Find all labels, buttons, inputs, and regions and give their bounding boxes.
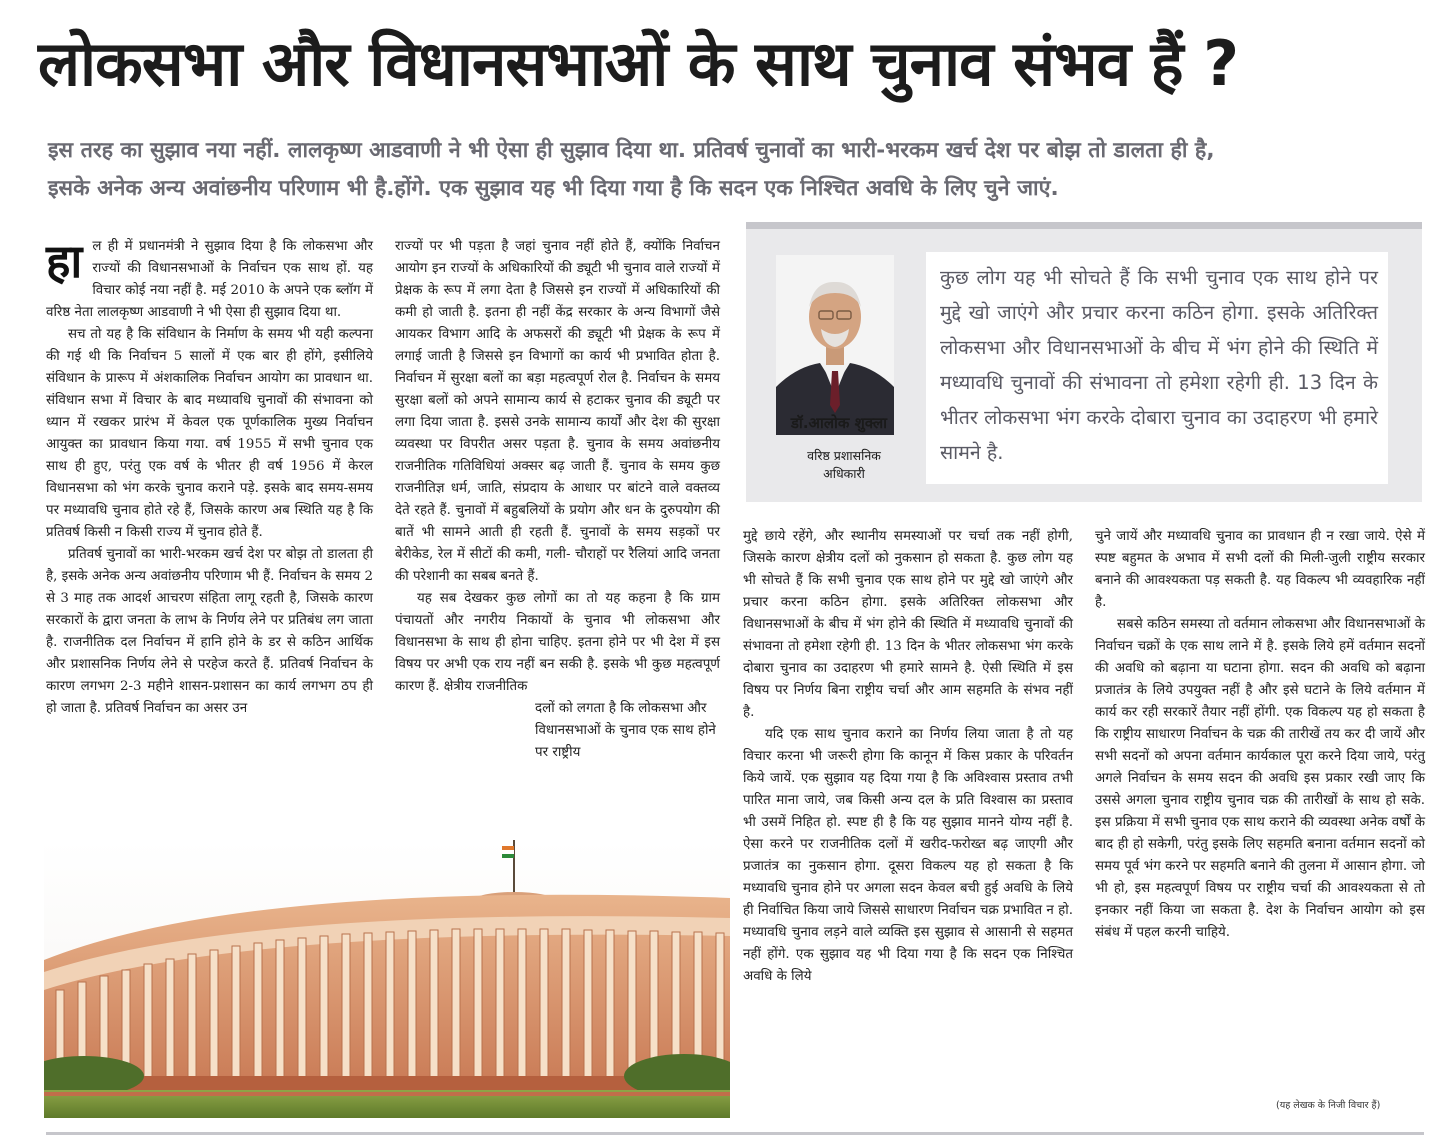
article-column-4	[1095, 526, 1425, 944]
paragraph: ल ही में प्रधानमंत्री ने सुझाव दिया है कि लोकसभा और राज्यों की विधानसभाओं के निर्वाचन एक साथ हों. यह विचार कोई नया नहीं है. मई 2010 के अपने एक ब्लॉग में वरिष्ठ नेता लालकृष्ण आडवाणी ने भी ऐसा ही सुझाव दिया था.	[46, 239, 373, 320]
paragraph: मुद्दे छाये रहेंगे, और स्थानीय समस्याओं पर चर्चा तक नहीं होगी, जिसके कारण क्षेत्रीय दलों को नुकसान हो सकता है. कुछ लोग यह भी सोचते हैं कि सभी चुनाव एक साथ होने पर मुद्दे खो जाएंगे और प्रचार करना कठिन होगा. इसके अतिरिक्त लोकसभा और विधानसभाओं के बीच में भंग होने की स्थिति में मध्यावधि चुनावों की संभावना तो हमेशा रहेगी ही. 13 दिन के भीतर लोकसभा भंग करके दोबारा चुनाव का उदाहरण भी हमारे सामने है. ऐसी स्थिति में इस विषय पर निर्णय बिना राष्ट्रीय चर्चा और आम सहमति के संभव नहीं है.	[743, 529, 1073, 720]
pull-quote: कुछ लोग यह भी सोचते हैं कि सभी चुनाव एक साथ होने पर मुद्दे खो जाएंगे और प्रचार करना कठिन होगा. इसके अतिरिक्त लोकसभा और विधानसभाओं के बीच में भंग होने की स्थिति में मध्यावधि चुनावों की संभावना तो हमेशा रहेगी ही. 13 दिन के भीतर लोकसभा भंग करके दोबारा चुनाव का उदाहरण भी हमारे सामने है.	[926, 252, 1388, 484]
paragraph: प्रतिवर्ष चुनावों का भारी-भरकम खर्च देश पर बोझ तो डालता ही है, इसके अनेक अन्य अवांछनीय परिणाम भी हैं. निर्वाचन के समय 2 से 3 माह तक आदर्श आचरण संहिता लागू रहती है, जिसके कारण सरकारों के द्वारा जनता के लाभ के निर्णय लेने पर प्रतिबंध लग जाता है. राजनीतिक दल निर्वाचन में हानि होने के डर से कठिन आर्थिक और प्रशासनिक निर्णय लेने से परहेज करते हैं. प्रतिवर्ष निर्वाचन के कारण लगभग 2-3 महीने शासन-प्रशासन का कार्य लगभग ठप ही हो जाता है. प्रतिवर्ष निर्वाचन का असर उन	[46, 547, 373, 716]
article-column-3	[743, 526, 1073, 988]
bottom-divider	[46, 1132, 1424, 1135]
paragraph: सबसे कठिन समस्या तो वर्तमान लोकसभा और विधानसभाओं के निर्वाचन चक्रों के एक साथ लाने में है. इसके लिये हमें वर्तमान सदनों की अवधि को बढ़ाना या घटाना होगा. सदन की अवधि को बढ़ाना प्रजातंत्र के लिये उपयुक्त नहीं है और इसे घटाने के लिये वर्तमान में कार्य कर रही सरकारें तैयार नहीं होंगी. एक विकल्प यह हो सकता है कि राष्ट्रीय साधारण निर्वाचन के चक्र की तारीखें तय कर दी जायें और सभी सदनों को अपना वर्तमान कार्यकाल पूरा करने दिया जाये, परंतु अगले निर्वाचन के समय सदन की अवधि इस प्रकार रखी जाए कि उससे अगला चुनाव राष्ट्रीय चुनाव चक्र की तारीखों के साथ हो सके. इस प्रक्रिया में सभी चुनाव एक साथ कराने की व्यवस्था अनेक वर्षों के बाद ही हो सकेगी, परंतु इसके लिए सहमति बनाना वर्तमान सदनों को समय पूर्व भंग करने पर सहमति बनाने की तुलना में आसान होगा. जो भी हो, इस महत्वपूर्ण विषय पर राष्ट्रीय चर्चा की आवश्यकता से तो इनकार नहीं किया जा सकता है. देश के निर्वाचन आयोग को इस संबंध में पहल करनी चाहिये.	[1095, 617, 1425, 940]
paragraph: दलों को लगता है कि लोकसभा और विधानसभाओं के चुनाव एक साथ होने पर राष्ट्रीय	[535, 701, 716, 760]
author-disclaimer: (यह लेखक के निजी विचार हैं)	[1276, 1100, 1381, 1111]
author-quote-box	[746, 222, 1422, 502]
paragraph: सच तो यह है कि संविधान के निर्माण के समय भी यही कल्पना की गई थी कि निर्वाचन 5 सालों में एक बार ही होंगे, इसीलिये संविधान के प्रारूप में अंशकालिक निर्वाचन आयोग का प्रावधान था. संविधान सभा में विचार के बाद मध्यावधि चुनावों की संभावना को ध्यान में रखकर प्रारंभ में केवल एक पूर्णकालिक मुख्य निर्वाचन आयुक्त का प्रावधान किया गया. वर्ष 1955 में सभी चुनाव एक साथ ही हुए, परंतु एक वर्ष के भीतर ही वर्ष 1956 में केरल विधानसभा को भंग करके चुनाव कराने पड़े. इसके बाद समय-समय पर मध्यावधि चुनाव होते रहे हैं, जिसके कारण अब स्थिति यह है कि प्रतिवर्ष किसी न किसी राज्य में चुनाव होते हैं.	[46, 327, 373, 540]
dropcap: हा	[46, 234, 83, 288]
headline: लोकसभा और विधानसभाओं के साथ चुनाव संभव हैं ?	[38, 27, 1239, 100]
deck-line-2: इसके अनेक अन्य अवांछनीय परिणाम भी है.होंगे. एक सुझाव यह भी दिया गया है कि सदन एक निश्चित अवधि के लिए चुने जाएं.	[48, 176, 1059, 201]
deck	[48, 132, 1408, 208]
paragraph: यदि एक साथ चुनाव कराने का निर्णय लिया जाता है तो यह विचार करना भी जरूरी होगा कि कानून में किस प्रकार के परिवर्तन किये जायें. एक सुझाव यह दिया गया है कि अविश्वास प्रस्ताव तभी पारित माना जाये, जब किसी अन्य दल के प्रति विश्वास का प्रस्ताव भी उसमें निहित हो. स्पष्ट ही है कि यह सुझाव मानने योग्य नहीं है. ऐसा करने पर राजनीतिक दलों में खरीद-फरोख्त बढ़ जाएगी और प्रजातंत्र का नुकसान होगा. दूसरा विकल्प यह हो सकता है कि मध्यावधि चुनाव होने पर अगला सदन केवल बची हुई अवधि के लिये ही निर्वाचित किया जाये जिससे साधारण निर्वाचन चक्र प्रभावित न हो. मध्यावधि चुनाव लड़ने वाले व्यक्ति इस सुझाव से आसानी से सहमत नहीं होंगे. एक सुझाव यह भी दिया गया है कि सदन एक निश्चित अवधि के लिये	[743, 727, 1073, 984]
paragraph: चुने जायें और मध्यावधि चुनाव का प्रावधान ही न रखा जाये. ऐसे में स्पष्ट बहुमत के अभाव में सभी दलों की मिली-जुली राष्ट्रीय सरकार बनाने की आवश्यकता पड़ सकती है. यह विकल्प भी व्यवहारिक नहीं है.	[1095, 529, 1425, 610]
paragraph: राज्यों पर भी पड़ता है जहां चुनाव नहीं होते हैं, क्योंकि निर्वाचन आयोग इन राज्यों के अधिकारियों की ड्यूटी भी चुनाव वाले राज्यों में प्रेक्षक के रूप में लगा देता है जिससे इन राज्यों में अधिकारियों की कमी हो जाती है. इतना ही नहीं केंद्र सरकार के अन्य विभागों जैसे आयकर विभाग आदि के अफसरों की ड्यूटी भी प्रेक्षक के रूप में लगाई जाती है जिससे इन विभागों का कार्य भी प्रभावित होता है. निर्वाचन में सुरक्षा बलों का बड़ा महत्वपूर्ण रोल है. निर्वाचन के समय सुरक्षा बलों को अपने सामान्य कार्य से हटाकर चुनाव की ड्यूटी पर लगा दिया जाता है. इससे उनके सामान्य कार्यों और देश की सुरक्षा व्यवस्था पर विपरीत असर पड़ता है. चुनाव के समय अवांछनीय राजनीतिक गतिविधियां अक्सर बढ़ जाती हैं. चुनाव के समय कुछ राजनीतिज्ञ धर्म, जाति, संप्रदाय के आधार पर बांटने वाले वक्तव्य देते रहते हैं. चुनावों में बहुबलियों के प्रयोग और धन के दुरुपयोग की बातें भी सामने आती ही रहती हैं. चुनावों के समय सड़कों पर बेरीकेड, रेल में सीटों की कमी, गली- चौराहों पर रैलियां आदि जनता की परेशानी का सबब बनते हैं.	[395, 239, 720, 584]
deck-line-1: इस तरह का सुझाव नया नहीं. लालकृष्ण आडवाणी ने भी ऐसा ही सुझाव दिया था. प्रतिवर्ष चुनावों का भारी-भरकम खर्च देश पर बोझ तो डालता ही है,	[48, 138, 1215, 163]
author-name: डॉ.आलोक शुक्ला	[790, 414, 888, 432]
parliament-building-image	[44, 840, 730, 1118]
author-photo	[776, 255, 894, 435]
paragraph: यह सब देखकर कुछ लोगों का तो यह कहना है कि ग्राम पंचायतों और नगरीय निकायों के चुनाव भी लोकसभा और विधानसभा के साथ ही होना चाहिए. इतना होने पर भी देश में इस विषय पर अभी एक राय नहीं बन सकी है. इसके भी कुछ महत्वपूर्ण कारण हैं. क्षेत्रीय राजनीतिक	[395, 591, 720, 694]
article-column-2	[395, 236, 720, 764]
article-column-1	[46, 236, 373, 720]
author-role: वरिष्ठ प्रशासनिक अधिकारी	[807, 448, 881, 481]
